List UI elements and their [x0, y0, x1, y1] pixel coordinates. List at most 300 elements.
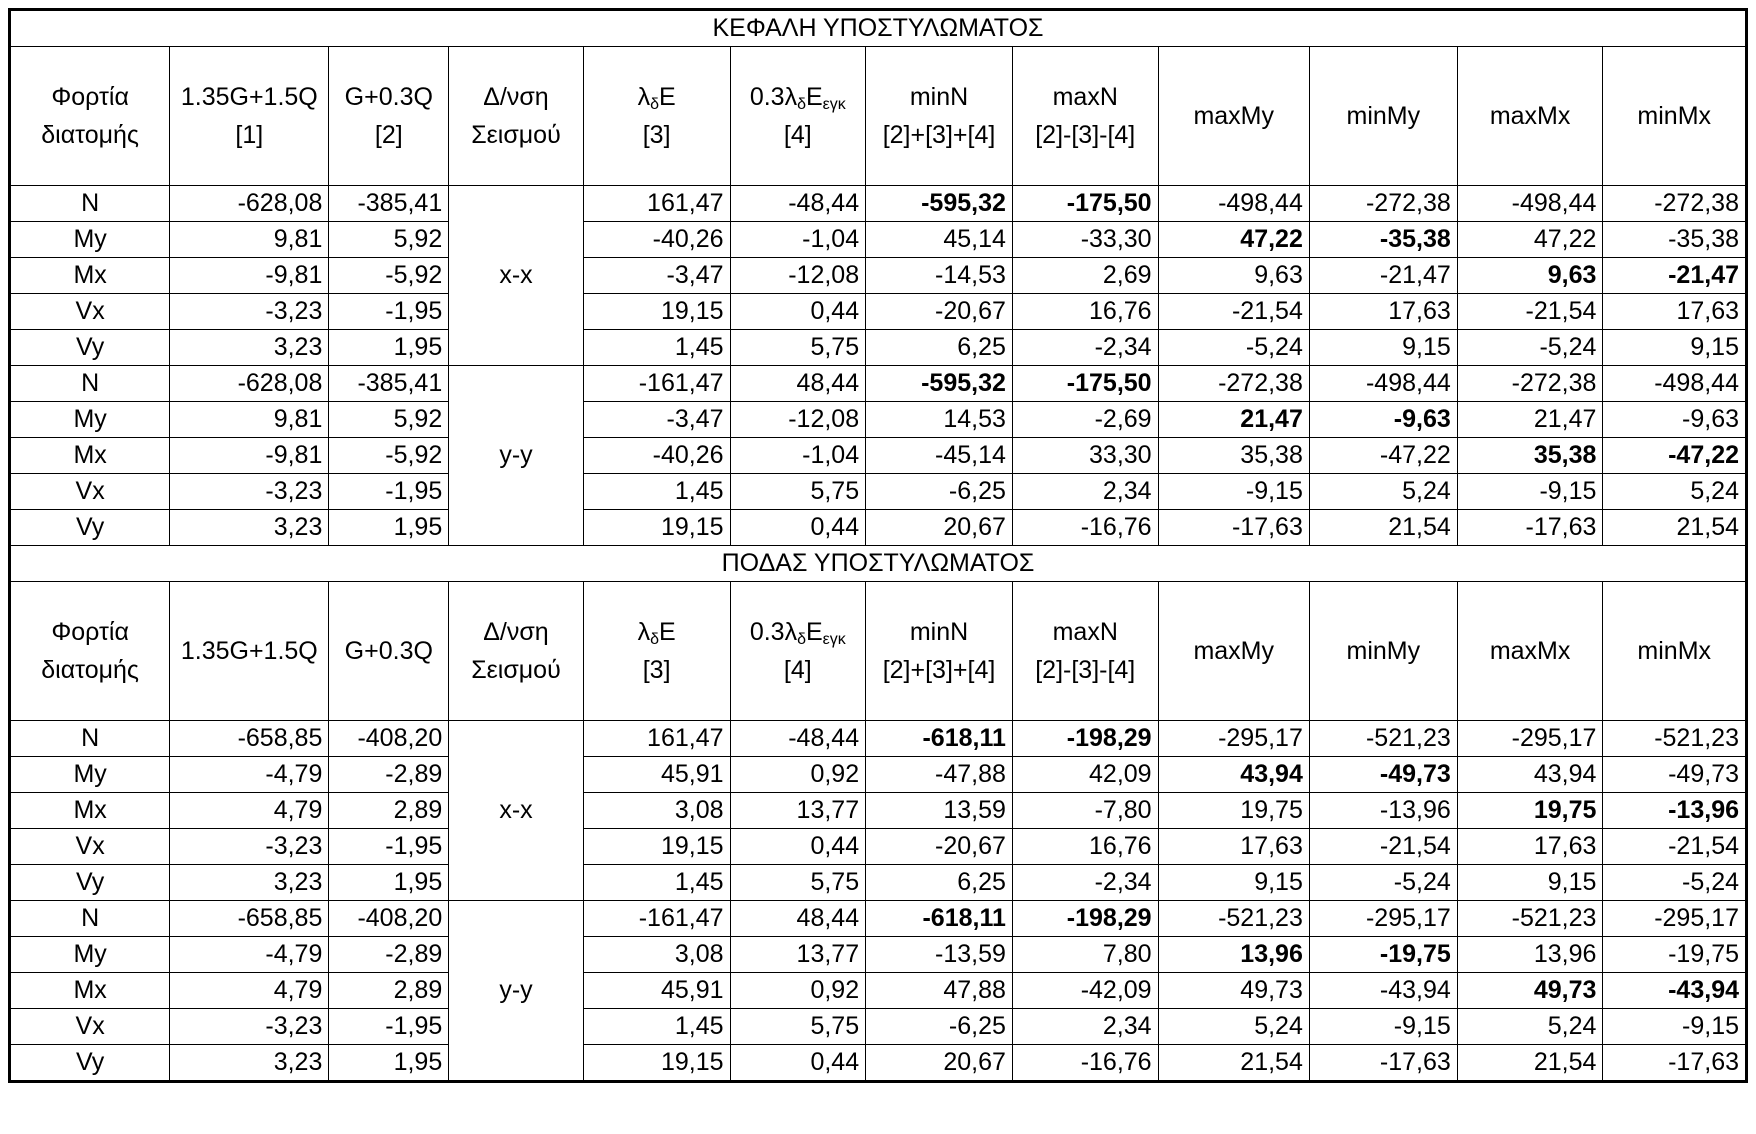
value-cell: -48,44 [730, 721, 866, 757]
value-cell: 21,54 [1309, 510, 1457, 546]
value-cell: 3,23 [170, 865, 329, 901]
row-label: N [10, 721, 170, 757]
value-cell: 19,15 [583, 829, 730, 865]
value-cell: 3,23 [170, 330, 329, 366]
value-cell: -16,76 [1012, 1045, 1158, 1082]
value-cell: -5,92 [329, 438, 449, 474]
table-row [10, 258, 1747, 294]
header-minN-line1: minN [909, 83, 969, 111]
value-cell: 5,75 [730, 474, 866, 510]
value-cell: -49,73 [1309, 757, 1457, 793]
header-seismic-lambda: λ [637, 83, 651, 111]
row-label: Mx [10, 258, 170, 294]
table-row [10, 865, 1747, 901]
header-seismic [583, 582, 730, 721]
table-row [10, 901, 1747, 937]
value-cell: -17,63 [1603, 1045, 1747, 1082]
header-accidental [730, 582, 866, 721]
value-cell: -161,47 [583, 366, 730, 402]
value-cell: 6,25 [866, 330, 1013, 366]
value-cell: -5,24 [1158, 330, 1309, 366]
value-cell: 2,89 [329, 793, 449, 829]
value-cell: 20,67 [866, 1045, 1013, 1082]
value-cell: -161,47 [583, 901, 730, 937]
direction-cell: x-x [449, 721, 583, 901]
header-combo-2 [329, 47, 449, 186]
row-label: My [10, 757, 170, 793]
header-direction-line2: Σεισμού [471, 121, 561, 149]
value-cell: -7,80 [1012, 793, 1158, 829]
value-cell: -21,54 [1603, 829, 1747, 865]
value-cell: -498,44 [1309, 366, 1457, 402]
value-cell: 21,54 [1457, 1045, 1603, 1082]
row-label: Vy [10, 865, 170, 901]
value-cell: -198,29 [1012, 721, 1158, 757]
table-row [10, 222, 1747, 258]
row-label: Vx [10, 1009, 170, 1045]
value-cell: 45,91 [583, 757, 730, 793]
value-cell: -19,75 [1309, 937, 1457, 973]
value-cell: -9,15 [1158, 474, 1309, 510]
value-cell: -12,08 [730, 402, 866, 438]
value-cell: -3,23 [170, 829, 329, 865]
value-cell: -175,50 [1012, 186, 1158, 222]
value-cell: 9,15 [1309, 330, 1457, 366]
value-cell: 6,25 [866, 865, 1013, 901]
section-title: ΠΟΔΑΣ ΥΠΟΣΤΥΛΩΜΑΤΟΣ [10, 546, 1747, 582]
row-label: Vx [10, 829, 170, 865]
row-label: My [10, 222, 170, 258]
value-cell: 1,95 [329, 330, 449, 366]
value-cell: -40,26 [583, 438, 730, 474]
row-label: My [10, 402, 170, 438]
value-cell: -521,23 [1457, 901, 1603, 937]
value-cell: -521,23 [1603, 721, 1747, 757]
header-accidental-E: E [805, 618, 823, 646]
value-cell: -43,94 [1309, 973, 1457, 1009]
value-cell: 161,47 [583, 186, 730, 222]
value-cell: -658,85 [170, 721, 329, 757]
header-seismic [583, 47, 730, 186]
row-label: Mx [10, 973, 170, 1009]
value-cell: -3,23 [170, 474, 329, 510]
value-cell: -658,85 [170, 901, 329, 937]
value-cell: 2,89 [329, 973, 449, 1009]
value-cell: -21,47 [1309, 258, 1457, 294]
header-accidental-pre: 0.3λ [749, 618, 798, 646]
value-cell: 21,54 [1603, 510, 1747, 546]
value-cell: 13,96 [1457, 937, 1603, 973]
header-maxN-line1: maxN [1052, 618, 1118, 646]
header-minN-line2: [2]+[3]+[4] [882, 656, 996, 684]
header-accidental-sub2: εγκ [822, 631, 846, 648]
value-cell: -9,15 [1603, 1009, 1747, 1045]
value-cell: -21,47 [1603, 258, 1747, 294]
value-cell: -1,95 [329, 474, 449, 510]
value-cell: 4,79 [170, 973, 329, 1009]
value-cell: 43,94 [1457, 757, 1603, 793]
header-maxN-line2: [2]-[3]-[4] [1035, 656, 1136, 684]
table-row [10, 474, 1747, 510]
value-cell: -13,96 [1603, 793, 1747, 829]
section-title-row [10, 10, 1747, 47]
value-cell: 9,63 [1457, 258, 1603, 294]
value-cell: -6,25 [866, 1009, 1013, 1045]
value-cell: -21,54 [1457, 294, 1603, 330]
header-loads [10, 582, 170, 721]
table-row [10, 829, 1747, 865]
value-cell: -595,32 [866, 366, 1013, 402]
value-cell: -6,25 [866, 474, 1013, 510]
value-cell: 1,45 [583, 865, 730, 901]
value-cell: -5,24 [1309, 865, 1457, 901]
value-cell: 19,75 [1457, 793, 1603, 829]
header-direction-line2: Σεισμού [471, 656, 561, 684]
value-cell: 14,53 [866, 402, 1013, 438]
header-loads [10, 47, 170, 186]
value-cell: -17,63 [1309, 1045, 1457, 1082]
value-cell: -49,73 [1603, 757, 1747, 793]
value-cell: 19,15 [583, 1045, 730, 1082]
value-cell: 3,23 [170, 510, 329, 546]
header-minN [866, 47, 1013, 186]
value-cell: -9,15 [1457, 474, 1603, 510]
header-maxMx: maxMx [1457, 582, 1603, 721]
value-cell: -48,44 [730, 186, 866, 222]
value-cell: 35,38 [1457, 438, 1603, 474]
row-label: Vx [10, 294, 170, 330]
header-seismic-E: E [658, 83, 676, 111]
value-cell: 17,63 [1158, 829, 1309, 865]
value-cell: 1,95 [329, 510, 449, 546]
value-cell: -5,92 [329, 258, 449, 294]
table-row [10, 438, 1747, 474]
value-cell: 20,67 [866, 510, 1013, 546]
header-loads-line2: διατομής [41, 121, 139, 149]
value-cell: 9,15 [1603, 330, 1747, 366]
row-label: Vy [10, 330, 170, 366]
value-cell: -45,14 [866, 438, 1013, 474]
value-cell: -12,08 [730, 258, 866, 294]
value-cell: 49,73 [1158, 973, 1309, 1009]
header-combo-1 [170, 47, 329, 186]
column-header-row [10, 47, 1747, 186]
value-cell: 1,95 [329, 865, 449, 901]
value-cell: -43,94 [1603, 973, 1747, 1009]
value-cell: -272,38 [1158, 366, 1309, 402]
value-cell: 3,23 [170, 1045, 329, 1082]
value-cell: 19,15 [583, 510, 730, 546]
value-cell: -35,38 [1603, 222, 1747, 258]
value-cell: -16,76 [1012, 510, 1158, 546]
header-loads-line1: Φορτία [51, 83, 129, 111]
value-cell: 1,45 [583, 1009, 730, 1045]
value-cell: -5,24 [1457, 330, 1603, 366]
value-cell: 13,77 [730, 793, 866, 829]
value-cell: -408,20 [329, 901, 449, 937]
value-cell: 1,95 [329, 1045, 449, 1082]
value-cell: -47,88 [866, 757, 1013, 793]
value-cell: -295,17 [1158, 721, 1309, 757]
row-label: Vx [10, 474, 170, 510]
table-row [10, 973, 1747, 1009]
table-body [10, 10, 1747, 1082]
header-direction-line1: Δ/νση [483, 618, 549, 646]
value-cell: -20,67 [866, 294, 1013, 330]
value-cell: 4,79 [170, 793, 329, 829]
row-label: Vy [10, 510, 170, 546]
value-cell: -385,41 [329, 366, 449, 402]
header-minMx: minMx [1603, 47, 1747, 186]
value-cell: -14,53 [866, 258, 1013, 294]
value-cell: 48,44 [730, 901, 866, 937]
header-seismic-ref: [3] [642, 121, 671, 149]
table-row [10, 793, 1747, 829]
value-cell: -595,32 [866, 186, 1013, 222]
value-cell: -385,41 [329, 186, 449, 222]
value-cell: 0,44 [730, 829, 866, 865]
section-title: ΚΕΦΑΛΗ ΥΠΟΣΤΥΛΩΜΑΤΟΣ [10, 10, 1747, 47]
value-cell: 9,81 [170, 222, 329, 258]
row-label: My [10, 937, 170, 973]
value-cell: 42,09 [1012, 757, 1158, 793]
value-cell: 1,45 [583, 474, 730, 510]
value-cell: 48,44 [730, 366, 866, 402]
value-cell: -1,95 [329, 1009, 449, 1045]
value-cell: 5,75 [730, 330, 866, 366]
table-row [10, 510, 1747, 546]
row-label: Mx [10, 793, 170, 829]
value-cell: -521,23 [1309, 721, 1457, 757]
value-cell: -618,11 [866, 901, 1013, 937]
header-maxN [1012, 47, 1158, 186]
value-cell: -9,63 [1309, 402, 1457, 438]
value-cell: 0,44 [730, 294, 866, 330]
value-cell: -42,09 [1012, 973, 1158, 1009]
value-cell: -40,26 [583, 222, 730, 258]
header-accidental-sub2: εγκ [822, 96, 846, 113]
value-cell: -521,23 [1158, 901, 1309, 937]
value-cell: -498,44 [1603, 366, 1747, 402]
header-combo-1-line1: 1.35G+1.5Q [180, 83, 318, 111]
header-maxN [1012, 582, 1158, 721]
header-minMy: minMy [1309, 47, 1457, 186]
header-loads-line2: διατομής [41, 656, 139, 684]
header-minMy: minMy [1309, 582, 1457, 721]
value-cell: 5,24 [1309, 474, 1457, 510]
table-row [10, 721, 1747, 757]
value-cell: -3,47 [583, 258, 730, 294]
table-row [10, 186, 1747, 222]
value-cell: -9,81 [170, 438, 329, 474]
value-cell: 9,63 [1158, 258, 1309, 294]
value-cell: 2,34 [1012, 1009, 1158, 1045]
value-cell: 2,69 [1012, 258, 1158, 294]
value-cell: -618,11 [866, 721, 1013, 757]
value-cell: 5,75 [730, 1009, 866, 1045]
value-cell: -175,50 [1012, 366, 1158, 402]
header-minN [866, 582, 1013, 721]
header-maxMy: maxMy [1158, 47, 1309, 186]
direction-cell: y-y [449, 901, 583, 1082]
value-cell: 0,92 [730, 757, 866, 793]
value-cell: -295,17 [1309, 901, 1457, 937]
header-seismic-lambda: λ [637, 618, 651, 646]
value-cell: 3,08 [583, 937, 730, 973]
value-cell: 5,24 [1603, 474, 1747, 510]
table-row [10, 366, 1747, 402]
direction-cell: x-x [449, 186, 583, 366]
value-cell: -272,38 [1603, 186, 1747, 222]
value-cell: 17,63 [1603, 294, 1747, 330]
value-cell: 5,24 [1457, 1009, 1603, 1045]
header-direction [449, 582, 583, 721]
value-cell: -19,75 [1603, 937, 1747, 973]
value-cell: -21,54 [1158, 294, 1309, 330]
header-accidental-ref: [4] [783, 656, 812, 684]
value-cell: -295,17 [1457, 721, 1603, 757]
value-cell: -2,89 [329, 757, 449, 793]
table-row [10, 1009, 1747, 1045]
value-cell: -9,63 [1603, 402, 1747, 438]
table-row [10, 1045, 1747, 1082]
value-cell: -272,38 [1309, 186, 1457, 222]
value-cell: 47,22 [1457, 222, 1603, 258]
value-cell: 13,77 [730, 937, 866, 973]
header-combo-1 [170, 582, 329, 721]
value-cell: 13,59 [866, 793, 1013, 829]
value-cell: 16,76 [1012, 294, 1158, 330]
value-cell: 0,44 [730, 1045, 866, 1082]
value-cell: -17,63 [1158, 510, 1309, 546]
value-cell: 47,22 [1158, 222, 1309, 258]
header-maxN-line2: [2]-[3]-[4] [1035, 121, 1136, 149]
header-minN-line1: minN [909, 618, 969, 646]
value-cell: -272,38 [1457, 366, 1603, 402]
row-label: Vy [10, 1045, 170, 1082]
value-cell: -13,59 [866, 937, 1013, 973]
header-combo-1-line1: 1.35G+1.5Q [180, 637, 318, 665]
value-cell: 9,15 [1457, 865, 1603, 901]
header-accidental-ref: [4] [783, 121, 812, 149]
value-cell: -2,89 [329, 937, 449, 973]
value-cell: 49,73 [1457, 973, 1603, 1009]
value-cell: 5,92 [329, 402, 449, 438]
value-cell: 19,15 [583, 294, 730, 330]
table-row [10, 757, 1747, 793]
value-cell: 1,45 [583, 330, 730, 366]
value-cell: -2,69 [1012, 402, 1158, 438]
header-maxMy: maxMy [1158, 582, 1309, 721]
direction-cell: y-y [449, 366, 583, 546]
value-cell: -3,47 [583, 402, 730, 438]
header-direction-line1: Δ/νση [483, 83, 549, 111]
value-cell: -35,38 [1309, 222, 1457, 258]
value-cell: -408,20 [329, 721, 449, 757]
value-cell: -4,79 [170, 757, 329, 793]
table-row [10, 402, 1747, 438]
value-cell: 3,08 [583, 793, 730, 829]
value-cell: 5,24 [1158, 1009, 1309, 1045]
value-cell: -21,54 [1309, 829, 1457, 865]
value-cell: 2,34 [1012, 474, 1158, 510]
row-label: N [10, 366, 170, 402]
value-cell: -47,22 [1603, 438, 1747, 474]
value-cell: -295,17 [1603, 901, 1747, 937]
row-label: N [10, 186, 170, 222]
header-maxMx: maxMx [1457, 47, 1603, 186]
table-row [10, 330, 1747, 366]
value-cell: 5,75 [730, 865, 866, 901]
header-accidental-pre: 0.3λ [749, 83, 798, 111]
value-cell: 17,63 [1309, 294, 1457, 330]
header-combo-1-line2: [1] [235, 121, 264, 149]
value-cell: 47,88 [866, 973, 1013, 1009]
value-cell: -628,08 [170, 186, 329, 222]
value-cell: -498,44 [1457, 186, 1603, 222]
header-combo-2 [329, 582, 449, 721]
header-loads-line1: Φορτία [51, 618, 129, 646]
value-cell: 7,80 [1012, 937, 1158, 973]
value-cell: 5,92 [329, 222, 449, 258]
value-cell: 9,81 [170, 402, 329, 438]
header-accidental-sub1: δ [797, 631, 806, 648]
table-row [10, 937, 1747, 973]
value-cell: -1,04 [730, 222, 866, 258]
section-title-row [10, 546, 1747, 582]
value-cell: -1,04 [730, 438, 866, 474]
value-cell: -3,23 [170, 294, 329, 330]
header-accidental-sub1: δ [797, 96, 806, 113]
value-cell: 35,38 [1158, 438, 1309, 474]
value-cell: -47,22 [1309, 438, 1457, 474]
row-label: N [10, 901, 170, 937]
value-cell: 0,92 [730, 973, 866, 1009]
column-header-row [10, 582, 1747, 721]
value-cell: 13,96 [1158, 937, 1309, 973]
value-cell: 45,91 [583, 973, 730, 1009]
header-combo-2-line2: [2] [374, 121, 403, 149]
value-cell: -2,34 [1012, 330, 1158, 366]
value-cell: -33,30 [1012, 222, 1158, 258]
value-cell: 45,14 [866, 222, 1013, 258]
header-combo-2-line1: G+0.3Q [344, 83, 433, 111]
value-cell: -5,24 [1603, 865, 1747, 901]
value-cell: -20,67 [866, 829, 1013, 865]
header-seismic-E: E [658, 618, 676, 646]
value-cell: 21,54 [1158, 1045, 1309, 1082]
header-minMx: minMx [1603, 582, 1747, 721]
value-cell: -3,23 [170, 1009, 329, 1045]
value-cell: -13,96 [1309, 793, 1457, 829]
header-accidental-E: E [805, 83, 823, 111]
table-row [10, 294, 1747, 330]
value-cell: -2,34 [1012, 865, 1158, 901]
value-cell: 21,47 [1158, 402, 1309, 438]
value-cell: 21,47 [1457, 402, 1603, 438]
header-accidental [730, 47, 866, 186]
value-cell: -9,15 [1309, 1009, 1457, 1045]
value-cell: 16,76 [1012, 829, 1158, 865]
value-cell: 43,94 [1158, 757, 1309, 793]
header-seismic-sub: δ [650, 631, 659, 648]
value-cell: 161,47 [583, 721, 730, 757]
header-direction [449, 47, 583, 186]
value-cell: -1,95 [329, 294, 449, 330]
value-cell: -9,81 [170, 258, 329, 294]
header-minN-line2: [2]+[3]+[4] [882, 121, 996, 149]
header-seismic-sub: δ [650, 96, 659, 113]
